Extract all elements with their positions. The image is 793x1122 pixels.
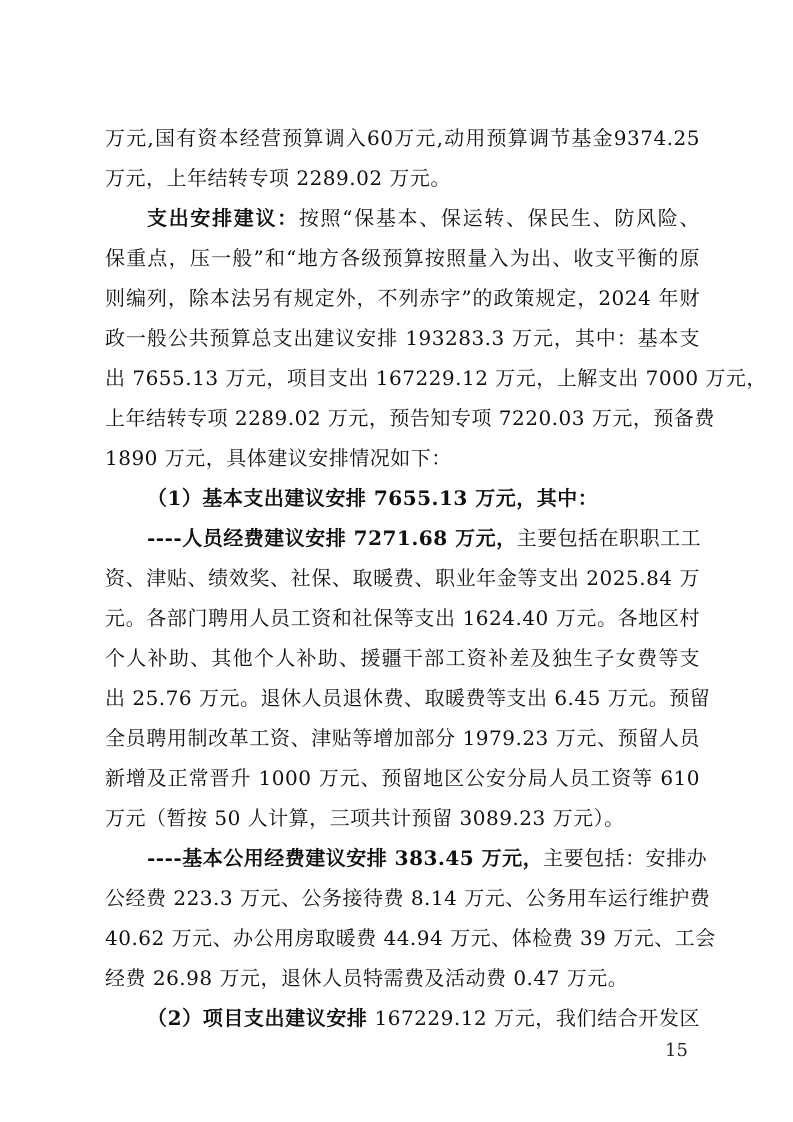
text-span: 167229.12 万元，我们结合开发区 [367,1006,701,1030]
text-span: 主要包括：安排办 [543,846,708,870]
text-line: 万元,国有资本经营预算调入60万元,动用预算调节基金9374.25 [105,126,700,150]
heading-project-expenditure: （2）项目支出建议安排 [147,1006,368,1030]
text-line: 经费 26.98 万元，退休人员特需费及活动费 0.47 万元。 [105,966,629,990]
text-line: 上年结转专项 2289.02 万元，预告知专项 7220.03 万元，预备费 [105,406,715,430]
text-line: 出 25.76 万元。退休人员退休费、取暖费等支出 6.45 万元。预留 [105,686,711,710]
text-span: 按照“保基本、保运转、保民生、防风险、 [298,206,700,230]
page-number: 15 [665,1040,688,1061]
text-line: 保重点，压一般”和“地方各级预算按照量入为出、收支平衡的原 [105,246,700,270]
text-line: 政一般公共预算总支出建议安排 193283.3 万元，其中：基本支 [105,326,700,350]
text-line: 新增及正常晋升 1000 万元、预留地区公安分局人员工资等 610 [105,766,700,790]
paragraph-public-funds [105,838,708,878]
paragraph-personnel-funds [105,518,700,558]
document-body [105,118,767,1038]
section-heading-basic-expenditure: （1）基本支出建议安排 7655.13 万元，其中： [147,486,599,510]
paragraph-expenditure-proposal [105,198,700,238]
text-line: 万元，上年结转专项 2289.02 万元。 [105,166,451,190]
heading-personnel-funds: ----人员经费建议安排 7271.68 万元， [147,526,517,550]
text-line: 出 7655.13 万元，项目支出 167229.12 万元，上解支出 7000 万元， [105,366,767,390]
text-line: 公经费 223.3 万元、公务接待费 8.14 万元、公务用车运行维护费 [105,886,711,910]
text-line: 资、津贴、绩效奖、社保、取暖费、职业年金等支出 2025.84 万 [105,566,700,590]
heading-expenditure-proposal: 支出安排建议： [147,206,299,230]
text-span: 主要包括在职职工工 [516,526,702,550]
text-line: 40.62 万元、办公用房取暖费 44.94 万元、体检费 39 万元、工会 [105,926,716,950]
text-line: 元。各部门聘用人员工资和社保等支出 1624.40 万元。各地区村 [105,606,700,630]
text-line: 全员聘用制改革工资、津贴等增加部分 1979.23 万元、预留人员 [105,726,700,750]
heading-public-funds: ----基本公用经费建议安排 383.45 万元， [147,846,544,870]
text-line: 1890 万元，具体建议安排情况如下： [105,446,452,470]
text-line: 则编列，除本法另有规定外，不列赤字”的政策规定，2024 年财 [105,286,700,310]
paragraph-project-expenditure [105,998,700,1038]
text-line: 个人补助、其他个人补助、援疆干部工资补差及独生子女费等支 [105,646,700,670]
text-line: 万元（暂按 50 人计算，三项共计预留 3089.23 万元）。 [105,806,625,830]
